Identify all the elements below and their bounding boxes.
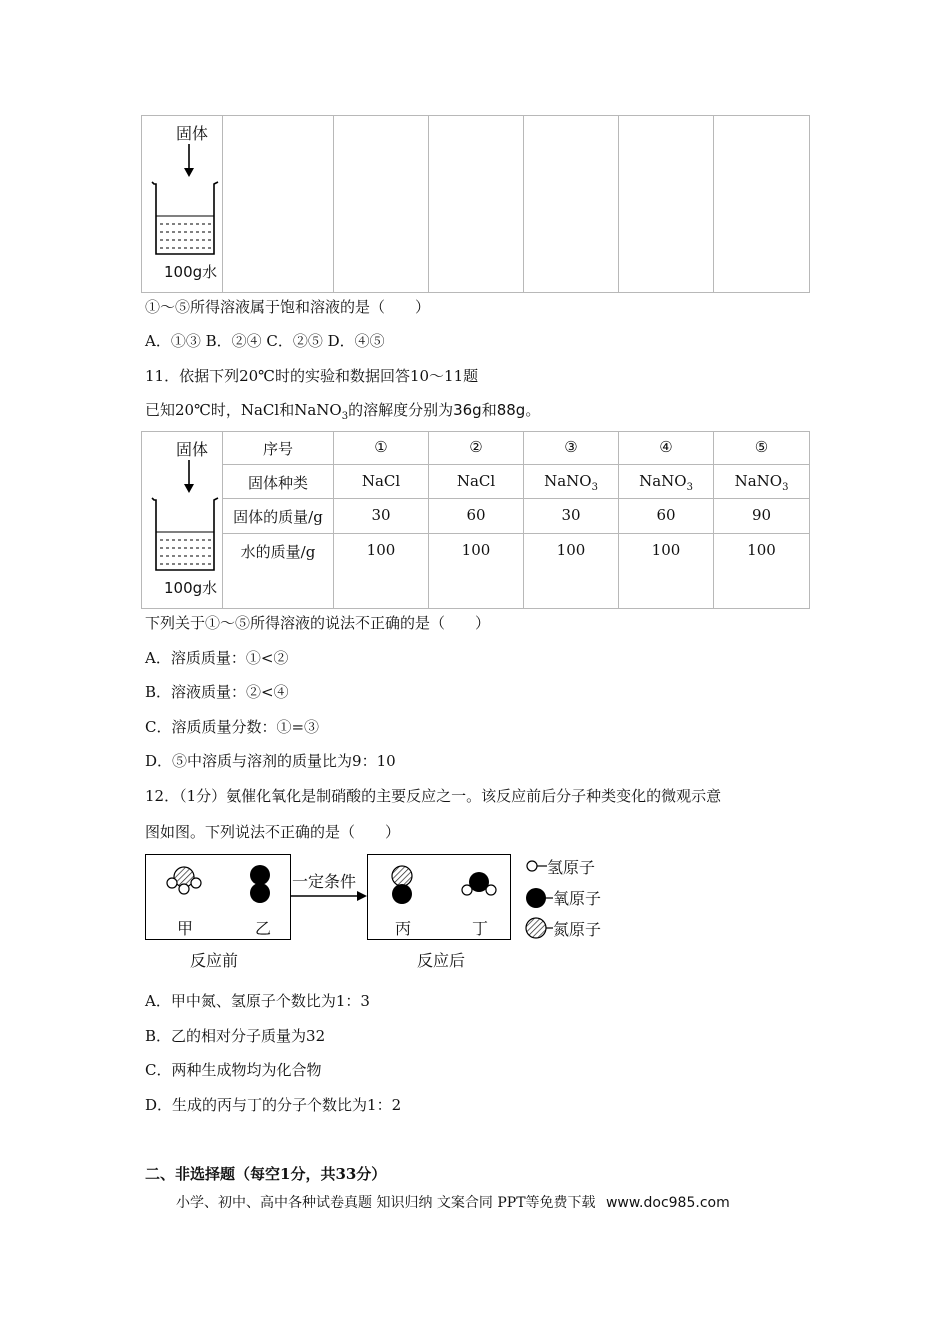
q10-options: A．①③ B．②④ C．②⑤ D．④⑤	[145, 332, 385, 350]
q11-option-d: D．⑤中溶质与溶剂的质量比为9：10	[145, 752, 396, 770]
water-label: 100g水	[164, 579, 218, 597]
ammonia-molecule-icon	[162, 862, 206, 898]
footer-text: 小学、初中、高中各种试卷真题 知识归纳 文案合同 PPT等免费下载	[176, 1195, 596, 1211]
legend-oxygen: 氧原子	[553, 889, 602, 908]
solid-label: 固体	[176, 440, 209, 459]
before-label: 反应前	[190, 951, 239, 970]
legend-hydrogen: 氢原子	[547, 858, 596, 877]
table-cell: 90	[714, 499, 810, 533]
table-cell	[524, 116, 619, 293]
arrow-icon	[291, 890, 367, 902]
q11-question: 下列关于①～⑤所得溶液的说法不正确的是（ ）	[145, 614, 491, 632]
table-cell: 30	[524, 499, 619, 533]
table-cell: ①	[334, 432, 429, 465]
section2-title: 二、非选择题（每空1分，共33分）	[145, 1165, 387, 1183]
oxygen-molecule-icon	[248, 864, 272, 906]
footer-url[interactable]: www.doc985.com	[605, 1195, 730, 1211]
q11-option-b: B．溶液质量：②<④	[145, 683, 289, 701]
q12-stem-line2: 图如图。下列说法不正确的是（ ）	[145, 823, 401, 841]
row-label: 序号	[223, 432, 334, 465]
table-cell	[619, 116, 714, 293]
table-cell	[334, 116, 429, 293]
nitrogen-legend-icon	[525, 916, 555, 940]
row-label: 水的质量/g	[223, 533, 334, 608]
q12-option-c: C．两种生成物均为化合物	[145, 1061, 322, 1079]
table-cell: ⑤	[714, 432, 810, 465]
oxygen-legend-icon	[525, 886, 555, 910]
q11-option-c: C．溶质质量分数：①=③	[145, 718, 320, 736]
q11-known: 已知20℃时，NaCl和NaNO$_3$的溶解度分别为36g和88g。	[145, 401, 541, 422]
table-cell: NaCl	[334, 465, 429, 499]
label-bing: 丙	[395, 919, 412, 938]
q10-stem: ①～⑤所得溶液属于饱和溶液的是（ ）	[145, 298, 431, 316]
q11-stem: 11．依据下列20℃时的实验和数据回答10～11题	[145, 367, 479, 385]
no-molecule-icon	[390, 864, 414, 908]
condition-label: 一定条件	[292, 872, 357, 891]
label-jia: 甲	[177, 919, 194, 938]
q12-stem-line1: 12．（1分）氨催化氧化是制硝酸的主要反应之一。该反应前后分子种类变化的微观示意	[145, 787, 722, 805]
reaction-diagram	[140, 850, 630, 975]
table-cell: 100	[714, 533, 810, 608]
table-cell	[429, 116, 524, 293]
table-cell: 100	[524, 533, 619, 608]
label-yi: 乙	[255, 919, 272, 938]
q12-option-d: D．生成的丙与丁的分子个数比为1：2	[145, 1096, 402, 1114]
label-ding: 丁	[472, 919, 489, 938]
table-cell: ②	[429, 432, 524, 465]
row-label: 固体的质量/g	[223, 499, 334, 533]
experiment-table	[141, 431, 810, 609]
table-cell: NaNO$_3$	[524, 465, 619, 499]
table-cell: 60	[429, 499, 524, 533]
beaker-cell	[142, 116, 223, 293]
legend-nitrogen: 氮原子	[553, 920, 602, 939]
table-cell: 100	[429, 533, 524, 608]
table-cell: ④	[619, 432, 714, 465]
table-cell: NaNO$_3$	[619, 465, 714, 499]
table-cell	[714, 116, 810, 293]
table-cell: 30	[334, 499, 429, 533]
beaker-cell	[142, 432, 223, 609]
table-cell: NaCl	[429, 465, 524, 499]
row-label: 固体种类	[223, 465, 334, 499]
table-cell	[223, 116, 334, 293]
hydrogen-legend-icon	[525, 858, 549, 874]
water-label: 100g水	[164, 263, 218, 281]
table-cell: ③	[524, 432, 619, 465]
table-cell: 60	[619, 499, 714, 533]
experiment-table-top	[141, 115, 810, 293]
footer	[176, 1192, 730, 1212]
solid-label: 固体	[176, 124, 209, 143]
q11-option-a: A．溶质质量：①<②	[145, 649, 289, 667]
table-cell: 100	[619, 533, 714, 608]
table-cell: NaNO$_3$	[714, 465, 810, 499]
q12-option-b: B．乙的相对分子质量为32	[145, 1027, 326, 1045]
q12-option-a: A．甲中氮、氢原子个数比为1：3	[145, 992, 370, 1010]
water-molecule-icon	[460, 870, 498, 900]
after-label: 反应后	[417, 951, 466, 970]
table-cell: 100	[334, 533, 429, 608]
